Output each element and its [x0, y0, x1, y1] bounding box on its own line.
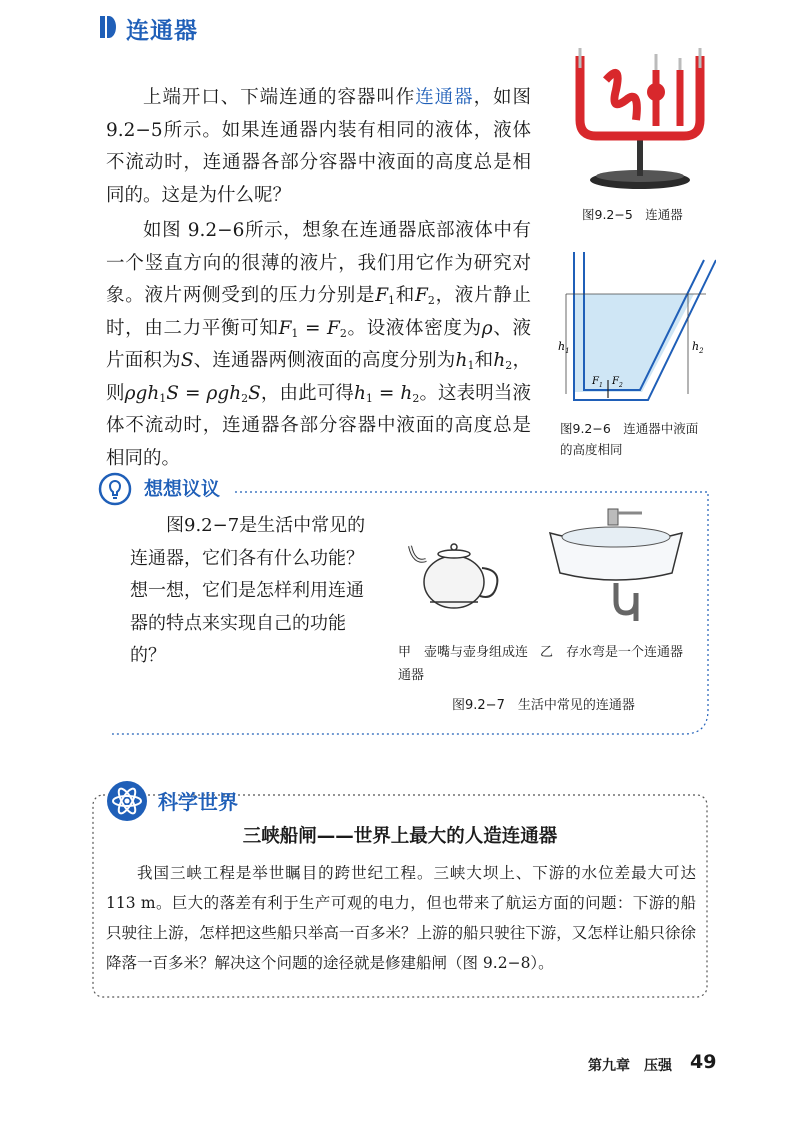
symbol-h: h: [147, 382, 160, 404]
subscript: 1: [159, 391, 167, 405]
science-heading: 三峡船闸——世界上最大的人造连通器: [242, 826, 558, 847]
symbol-h: h: [400, 382, 413, 404]
page-number: 49: [690, 1051, 717, 1073]
symbol-F: F: [375, 285, 389, 306]
subscript: 2: [339, 326, 347, 340]
think-title: 想想议议: [144, 478, 221, 500]
symbol-S: S: [248, 382, 261, 404]
figure-6-caption: 图9.2−6 连通器中液面的高度相同: [560, 421, 699, 457]
symbol-g: g: [135, 382, 148, 404]
subscript: 1: [388, 294, 396, 307]
section-marker-icon: [100, 16, 116, 38]
sink-illustration: [546, 503, 686, 623]
lightbulb-icon: [98, 472, 132, 506]
symbol-g: g: [217, 382, 230, 404]
text-run: 如图 9.2−6所示，想象在连通器底部液体中有一个竖直方向的很薄的液片，我们用它作为研究对象。液片两侧受到的压力分别是: [106, 220, 531, 306]
symbol-h: h: [353, 382, 366, 404]
label-h2: $h_2$: [692, 340, 704, 355]
equals: =: [372, 382, 401, 404]
label-F2: $F_2$: [612, 376, 623, 389]
equals: =: [178, 382, 207, 404]
section-title: 连通器: [126, 18, 198, 44]
paragraph-intro: [106, 82, 531, 212]
atom-icon: [106, 780, 148, 822]
equals: =: [298, 317, 328, 339]
subscript: 1: [467, 359, 475, 372]
subscript: 2: [412, 391, 420, 405]
science-text: 我国三峡工程是举世瞩目的跨世纪工程。三峡大坝上、下游的水位差最大可达 113 m。巨大的落差有利于生产可观的电力，但也带来了航运方面的问题：下游的船只驶往上游，怎样把这些船只举高一百多米？上游的船只驶往下游，又怎样让船只徐徐降落一百多米？解决这个问题的途径就是修建船闸（图 9.2−8）。: [106, 864, 696, 972]
symbol-h: h: [229, 382, 242, 404]
science-world-label: 科学世界: [158, 790, 238, 814]
symbol-rho: ρ: [481, 317, 493, 339]
subscript: 2: [241, 391, 249, 405]
text-run: ，液片静止时，由二力平衡可知: [106, 285, 531, 339]
symbol-h: h: [455, 350, 468, 371]
symbol-S: S: [166, 382, 179, 404]
subscript: 2: [505, 359, 513, 372]
symbol-rho: ρ: [124, 382, 136, 404]
chapter-footer: 第九章 压强: [588, 1058, 672, 1074]
text-run: 和: [474, 350, 494, 371]
caption-teapot: 甲 壶嘴与壶身组成连通器: [398, 645, 529, 683]
text-run: ，则: [106, 350, 531, 404]
text-run: 。设液体密度为: [346, 317, 482, 339]
symbol-F: F: [327, 317, 340, 339]
text-run: 和: [395, 285, 415, 306]
text-run: 。这表明当液体不流动时，连通器各部分容器中液面的高度总是相同的。: [106, 382, 531, 469]
text-run: 、液片面积为: [106, 317, 531, 371]
label-F1: $F_1$: [592, 376, 603, 389]
text-run: 、连通器两侧液面的高度分别为: [193, 350, 456, 371]
symbol-F: F: [415, 285, 428, 306]
paragraph-explanation: [106, 215, 531, 475]
caption-sink: 乙 存水弯是一个连通器: [540, 645, 684, 660]
think-question: 图9.2−7是生活中常见的连通器，它们各有什么功能？想一想，它们是怎样利用连通器的特点来实现自己的功能的？: [130, 515, 366, 666]
figure-5-caption: 图9.2−5 连通器: [582, 207, 683, 222]
teapot-illustration: [404, 524, 504, 614]
symbol-S: S: [180, 350, 194, 371]
label-h1: $h_1$: [558, 340, 570, 355]
intro-text-end: ，如图 9.2−5所示。如果连通器内装有相同的液体，液体不流动时，连通器各部分容器中液面的高度总是相同的。这是为什么呢？: [106, 87, 531, 206]
text-run: ，由此可得: [260, 382, 354, 404]
subscript: 1: [365, 391, 373, 405]
subscript: 1: [291, 326, 299, 340]
figure-7-caption: 图9.2−7 生活中常见的连通器: [452, 698, 635, 713]
subscript: 2: [427, 294, 435, 307]
intro-text-start: 上端开口、下端连通的容器叫作: [143, 87, 416, 108]
symbol-F: F: [278, 317, 292, 339]
symbol-rho: ρ: [206, 382, 218, 404]
keyword-connector: 连通器: [415, 87, 474, 108]
symbol-h: h: [493, 350, 506, 371]
liquid-height-diagram: [556, 252, 716, 412]
connected-vessels-figure: [560, 40, 720, 200]
